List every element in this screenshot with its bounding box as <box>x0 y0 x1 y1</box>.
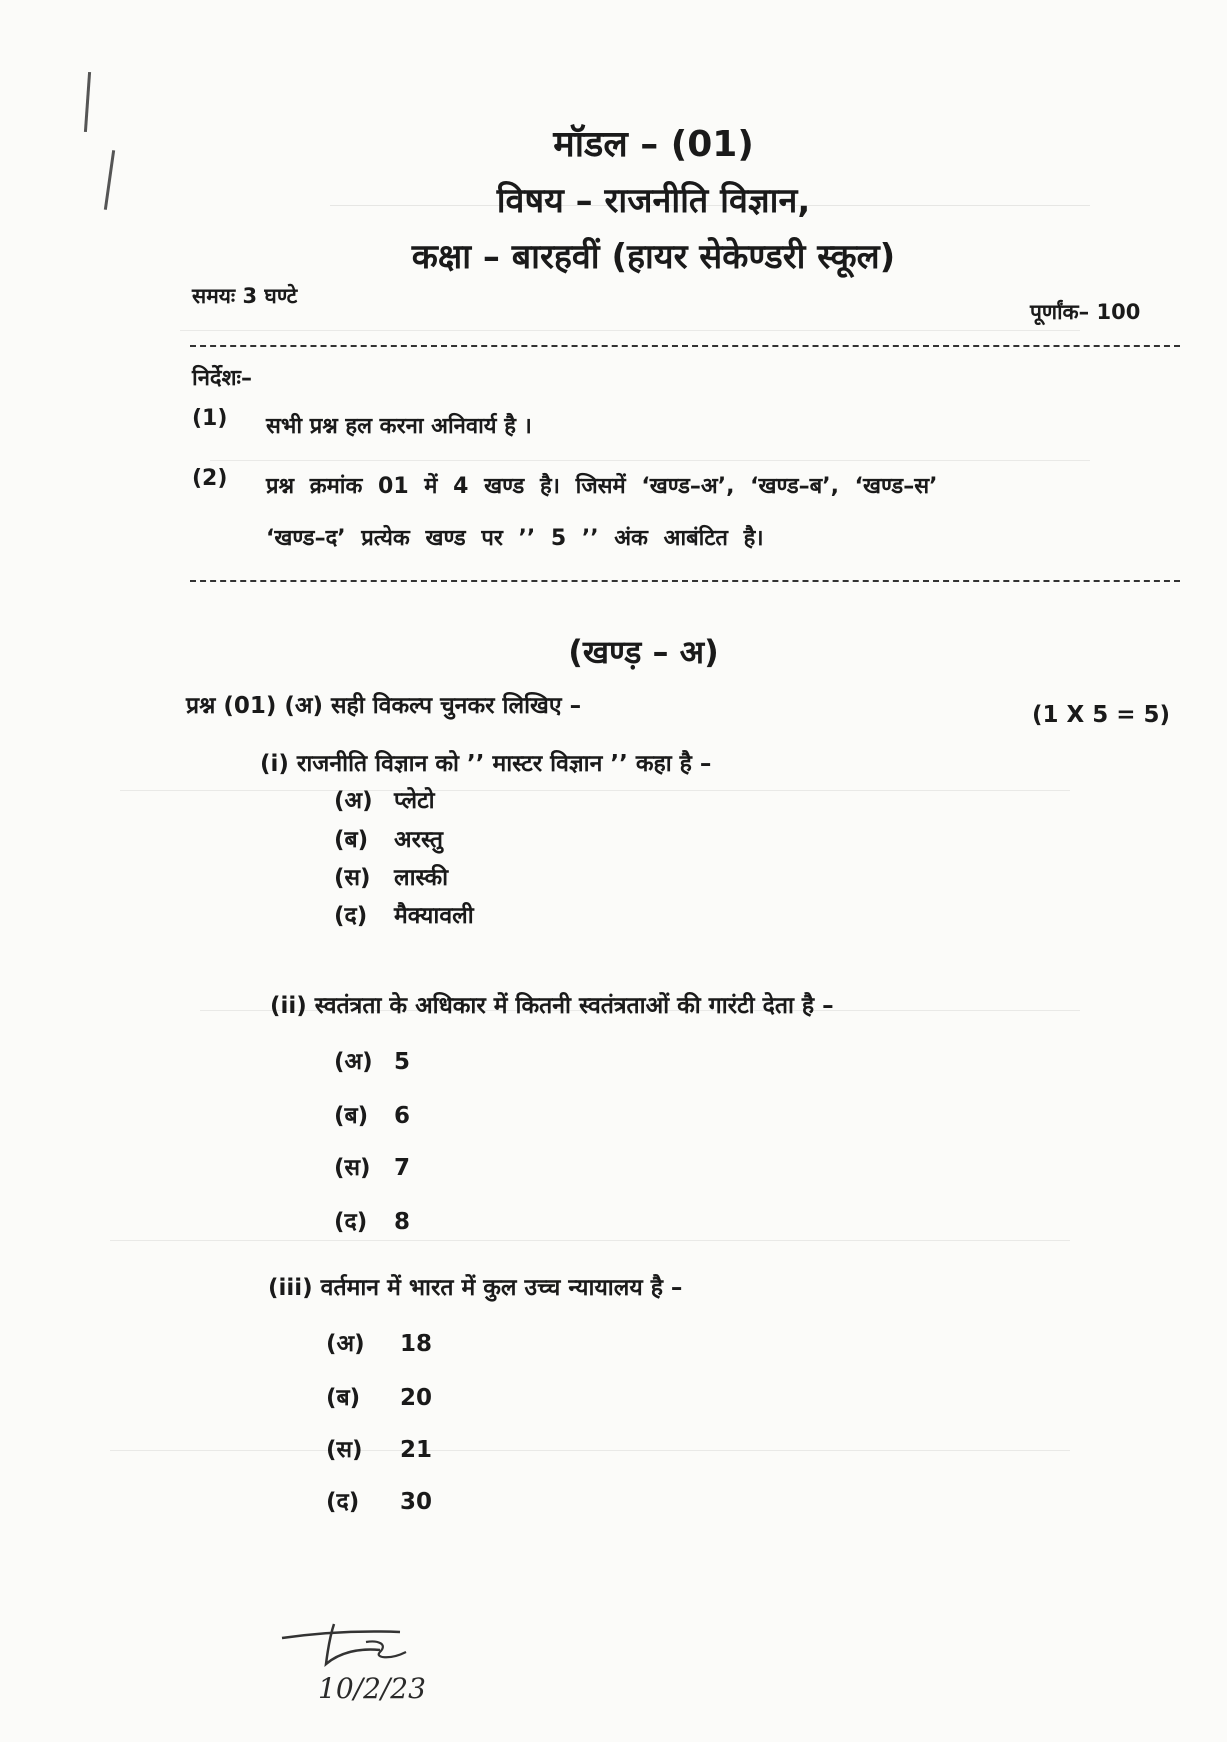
option-value: 6 <box>394 1103 411 1129</box>
option-value: अरस्तु <box>394 827 444 853</box>
time-label: समयः 3 घण्टे <box>192 284 298 308</box>
option-value: लास्की <box>394 865 449 891</box>
option-value: मैक्यावली <box>394 903 474 929</box>
option-value: 21 <box>400 1437 433 1463</box>
class-title: कक्षा – बारहवीं (हायर सेकेण्डरी स्कूल) <box>411 237 896 277</box>
option-item <box>334 783 435 815</box>
divider <box>190 345 1180 347</box>
option-value: 8 <box>394 1209 411 1235</box>
option-label: (अ) <box>334 1049 373 1075</box>
question-text: (ii) स्वतंत्रता के अधिकार में कितनी स्वतंत्रताओं की गारंटी देता है – <box>270 993 834 1019</box>
option-value: 7 <box>394 1155 411 1181</box>
question-text: (i) राजनीति विज्ञान को ’’ मास्टर विज्ञान ’’ कहा है – <box>260 751 712 777</box>
total-marks-label: पूर्णांक– 100 <box>1030 300 1141 324</box>
instruction-number: (2) <box>192 466 228 491</box>
option-item <box>334 1150 410 1182</box>
option-label: (ब) <box>326 1385 361 1411</box>
option-item <box>334 1044 410 1076</box>
divider <box>190 580 1180 582</box>
option-label: (स) <box>326 1437 363 1463</box>
option-label: (ब) <box>334 1103 369 1129</box>
option-label: (द) <box>326 1489 360 1515</box>
instruction-text-continued: ‘खण्ड–द’ प्रत्येक खण्ड पर ’’ 5 ’’ अंक आबंटित है। <box>266 526 764 551</box>
option-label: (द) <box>334 1209 368 1235</box>
question-text: (iii) वर्तमान में भारत में कुल उच्च न्यायालय है – <box>268 1275 683 1301</box>
option-label: (स) <box>334 865 371 891</box>
option-label: (स) <box>334 1155 371 1181</box>
model-title: मॉडल – (01) <box>553 124 754 165</box>
question-marks: (1 X 5 = 5) <box>1032 702 1171 728</box>
option-item <box>334 1204 410 1236</box>
option-label: (द) <box>334 903 368 929</box>
option-label: (अ) <box>326 1331 365 1357</box>
question-intro: प्रश्न (01) (अ) सही विकल्प चुनकर लिखिए – <box>186 693 582 719</box>
option-item <box>326 1484 432 1516</box>
option-item <box>326 1432 432 1464</box>
option-item <box>334 860 448 892</box>
option-value: प्लेटो <box>394 788 435 814</box>
option-value: 20 <box>400 1385 433 1411</box>
option-value: 30 <box>400 1489 433 1515</box>
option-item <box>326 1380 432 1412</box>
option-item <box>326 1326 432 1358</box>
option-label: (अ) <box>334 788 373 814</box>
instruction-text: प्रश्न क्रमांक 01 में 4 खण्ड है। जिसमें ‘खण्ड–अ’, ‘खण्ड–ब’, ‘खण्ड–स’ <box>266 474 938 499</box>
instruction-number: (1) <box>192 406 228 431</box>
option-value: 18 <box>400 1331 433 1357</box>
section-title: (खण्ड़ – अ) <box>568 633 719 671</box>
option-item <box>334 822 443 854</box>
option-item <box>334 898 474 930</box>
signature-date: 10/2/23 <box>318 1672 426 1705</box>
option-label: (ब) <box>334 827 369 853</box>
subject-title: विषय – राजनीति विज्ञान, <box>496 181 811 221</box>
instruction-text: सभी प्रश्न हल करना अनिवार्य है । <box>266 414 532 439</box>
option-value: 5 <box>394 1049 411 1075</box>
option-item <box>334 1098 410 1130</box>
instructions-heading: निर्देशः– <box>192 366 252 391</box>
